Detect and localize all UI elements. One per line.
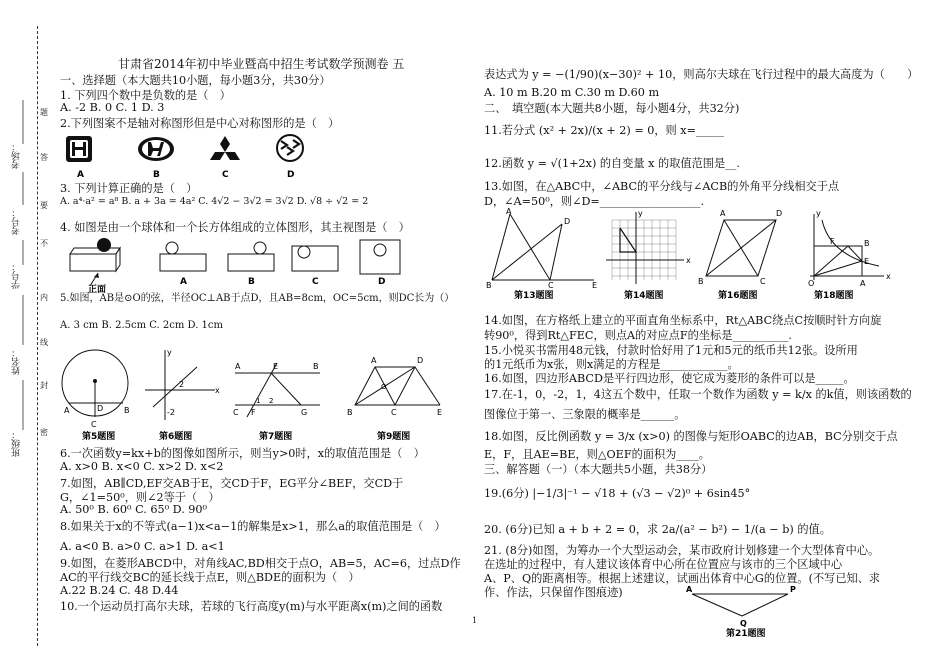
q6-options: A. x>0 B. x<0 C. x>2 D. x<2 [60,460,224,473]
q4-choice-d: D [378,277,386,287]
q9-stem-2: AC的平行线交BC的延长线于点E，则△BDE的面积为（ ） [60,571,360,584]
svg-text:E: E [592,281,598,290]
q21-figure [680,582,820,638]
svg-text:y: y [167,348,172,357]
binding-mark-6: 线 [40,338,48,347]
name-label: 姓名： [12,348,22,375]
svg-text:x: x [686,256,691,265]
q6-caption: 第6题图 [159,432,193,442]
q10-stem: 10.一个运动员打高尔夫球，若球的飞行高度y(m)与水平距离x(m)之间的函数 [60,600,443,613]
q6-stem: 6.一次函数y=kx+b的图像如图所示，则当y>0时，x的取值范围是（ ） [60,447,425,460]
binding-mark-3: 要 [40,201,48,210]
q18-stem: 18.如图，反比例函数 y = 3/x (x>0) 的图像与矩形OABC的边AB，BC分别交于点 [484,430,898,443]
q20-stem: 20. (6分)已知 a + b + 2 = 0，求 2a/(a² − b²) − 1/(a − b) 的值。 [484,523,831,536]
svg-text:C: C [91,420,97,429]
q18-stem-2: E，F，且AE=BE，则△OEF的面积为____。 [484,448,710,461]
svg-text:B: B [698,277,704,286]
binding-underlines [14,100,32,620]
q17-stem: 17.在-1，0，-2，1，4这五个数中，任取一个数作为函数 y = k/x 的k值，则该函数的 [484,388,912,401]
q21-caption: 第21题图 [726,629,766,638]
q21-stem-2: 在选址的过程中，有人建议该体育中心所在位置应与该市的三个区域中心 [484,558,843,571]
mitsubishi-logo-icon [210,136,240,160]
svg-text:B: B [124,406,130,415]
q4-choice-a: A [180,277,187,287]
q1-stem: 1. 下列四个数中是负数的是（ ） [60,89,231,102]
q21-stem-4: 作、作法，只保留作图痕迹) [484,586,623,599]
svg-text:A: A [506,207,512,216]
svg-text:D: D [97,404,104,413]
svg-text:y: y [638,209,643,218]
binding-mark-4: 不 [40,239,48,248]
binding-mark-5: 内 [40,293,48,302]
q13-caption: 第13题图 [514,291,554,301]
svg-text:A: A [64,406,70,415]
svg-text:D: D [417,356,424,365]
svg-text:2: 2 [269,397,274,405]
q12-stem: 12.函数 y = √(1+2x) 的自变量 x 的取值范围是__. [484,157,740,170]
binding-dashed-line [37,26,38,646]
svg-text:E: E [437,408,443,417]
q14-stem-2: 转90⁰，得到Rt△FEC，则点A的对应点F的坐标是__________. [484,329,792,342]
svg-text:B: B [313,362,319,371]
section-3-heading: 三、解答题（一）（本大题共5小题，共38分） [484,463,713,476]
honda-logo-icon [66,136,92,162]
svg-text:G: G [301,408,308,417]
svg-text:D: D [776,209,783,218]
q19-stem: 19.(6分) |−1/3|⁻¹ − √18 + (√3 − √2)⁰ + 6sin45° [484,487,751,500]
q11-stem: 11.若分式 (x² + 2x)/(x + 2) = 0，则 x=_____ [484,124,724,137]
svg-text:F: F [830,237,835,246]
q5-stem: 5.如图，AB是⊙O的弦，半径OC⊥AB于点D，且AB=8cm，OC=5cm，则DC长为（） [60,293,455,304]
svg-text:A: A [686,585,693,594]
q9-caption: 第9题图 [377,432,411,442]
q2-logo-figure [60,132,320,180]
student-number-label: 学号： [12,262,22,289]
q3-stem: 3. 下列计算正确的是（ ） [60,182,198,195]
q9-stem: 9.如图，在菱形ABCD中，对角线AC,BD相交于点O，AB=5，AC=6，过点D作 [60,557,461,570]
figures-q13-q18 [484,206,894,306]
svg-text:P: P [790,585,796,594]
q14-caption: 第14题图 [624,291,664,301]
svg-text:F: F [251,408,256,417]
svg-text:O: O [381,383,387,391]
class-label: 班级： [12,430,22,457]
q2-choice-a: A [77,170,84,180]
svg-text:B: B [347,408,353,417]
section-1-heading: 一、选择题（本大题共10小题，每小题3分，共30分） [60,74,331,87]
q7-caption: 第7题图 [259,432,293,442]
svg-text:E: E [273,362,279,371]
q5-options: A. 3 cm B. 2.5cm C. 2cm D. 1cm [60,320,223,331]
binding-mark-8: 密 [40,428,48,437]
svg-text:C: C [233,408,239,417]
svg-text:C: C [391,408,397,417]
q16-stem: 16.如图，四边形ABCD是平行四边形，使它成为菱形的条件可以是_____。 [484,372,855,385]
q2-stem: 2.下列图案不是轴对称图形但是中心对称图形的是（ ） [60,117,340,130]
svg-text:y: y [816,209,821,218]
q4-choice-b: B [248,277,255,287]
q2-choice-c: C [222,170,229,180]
svg-text:2: 2 [179,380,185,389]
q3-options: A. a⁴·a² = a⁸ B. a + 3a = 4a² C. 4√2 − 3√2 = 3√2 D. √8 ÷ √2 = 2 [60,196,369,207]
q15-stem: 15.小悦买书需用48元钱，付款时恰好用了1元和5元的纸币共12张。设所用 [484,344,858,357]
q13-stem: 13.如图，在△ABC中，∠ABC的平分线与∠ACB的外角平分线相交于点 [484,180,840,193]
svg-text:C: C [760,277,766,286]
exam-room-label: 考场： [12,142,22,169]
svg-text:B: B [486,281,492,290]
q4-figure [60,236,420,294]
binding-mark-1: 题 [40,108,48,117]
svg-text:x: x [215,386,220,395]
q5-caption: 第5题图 [82,432,116,442]
q2-choice-b: B [153,170,160,180]
hyundai-logo-icon [138,137,174,161]
svg-text:A: A [860,279,866,288]
q18-caption: 第18题图 [814,291,854,301]
q10-options: A. 10 m B.20 m C.30 m D.60 m [484,86,660,99]
q9-options: A.22 B.24 C. 48 D.44 [60,584,179,597]
q2-choice-d: D [287,170,295,180]
exam-number-label: 考号： [12,208,22,235]
q17-stem-2: 图像位于第一、三象限的概率是______。 [484,408,686,421]
q4-front-label: 正面 [88,285,107,294]
q16-caption: 第16题图 [718,291,758,301]
svg-text:A: A [371,356,377,365]
q4-choice-c: C [312,277,319,287]
q1-options: A. -2 B. 0 C. 1 D. 3 [60,101,165,114]
buick-logo-icon [277,135,303,161]
q7-options: A. 50⁰ B. 60⁰ C. 65⁰ D. 90⁰ [60,503,208,516]
svg-text:A: A [235,362,241,371]
svg-text:Q: Q [740,619,747,628]
binding-mark-2: 答 [40,153,48,162]
page-number: 1 [472,616,478,625]
binding-mark-7: 封 [40,381,48,390]
paper-title: 甘肃省2014年初中毕业暨高中招生考试数学预测卷 五 [118,57,405,71]
section-2-heading: 二、 填空题(本大题共8小题，每小题4分，共32分) [484,102,740,115]
q13-stem-2: D，∠A=50⁰，则∠D=__________________. [484,195,705,208]
q14-stem: 14.如图，在方格纸上建立的平面直角坐标系中，Rt△ABC绕点C按顺时针方向旋 [484,314,882,327]
svg-text:B: B [864,239,870,248]
svg-text:E: E [864,257,870,266]
q15-stem-2: 的1元纸币为x张，则x满足的方程是____________。 [484,358,739,371]
svg-text:O: O [808,279,815,288]
svg-text:D: D [564,217,571,226]
svg-text:x: x [886,272,891,281]
q8-options: A. a<0 B. a>0 C. a>1 D. a<1 [60,540,225,553]
svg-text:C: C [548,281,554,290]
svg-text:-2: -2 [167,408,175,417]
svg-text:A: A [720,209,726,218]
q4-sphere [97,238,111,252]
q4-stem: 4. 如图是由一个球体和一个长方体组成的立体图形，其主视图是（ ） [60,221,410,234]
q21-stem-3: A、P、Q的距离相等。根据上述建议，试画出体育中心G的位置。(不写已知、求 [484,572,881,585]
q10-expression: 表达式为 y = −(1/90)(x−30)² + 10，则高尔夫球在飞行过程中的最大高度为（ ） [484,68,919,81]
q7-stem-2: G，∠1=50⁰，则∠2等于（ ） [60,491,220,504]
figures-q5-q9 [55,345,465,445]
q21-stem: 21. (8分)如图，为筹办一个大型运动会，某市政府计划修建一个大型体育中心。 [484,544,880,557]
q8-stem: 8.如果关于x的不等式(a−1)x<a−1的解集是x>1，那么a的取值范围是（ ） [60,520,446,533]
svg-text:1: 1 [256,397,261,405]
q7-stem: 7.如图，AB∥CD,EF交AB于E，交CD于F，EG平分∠BEF，交CD于 [60,477,404,490]
